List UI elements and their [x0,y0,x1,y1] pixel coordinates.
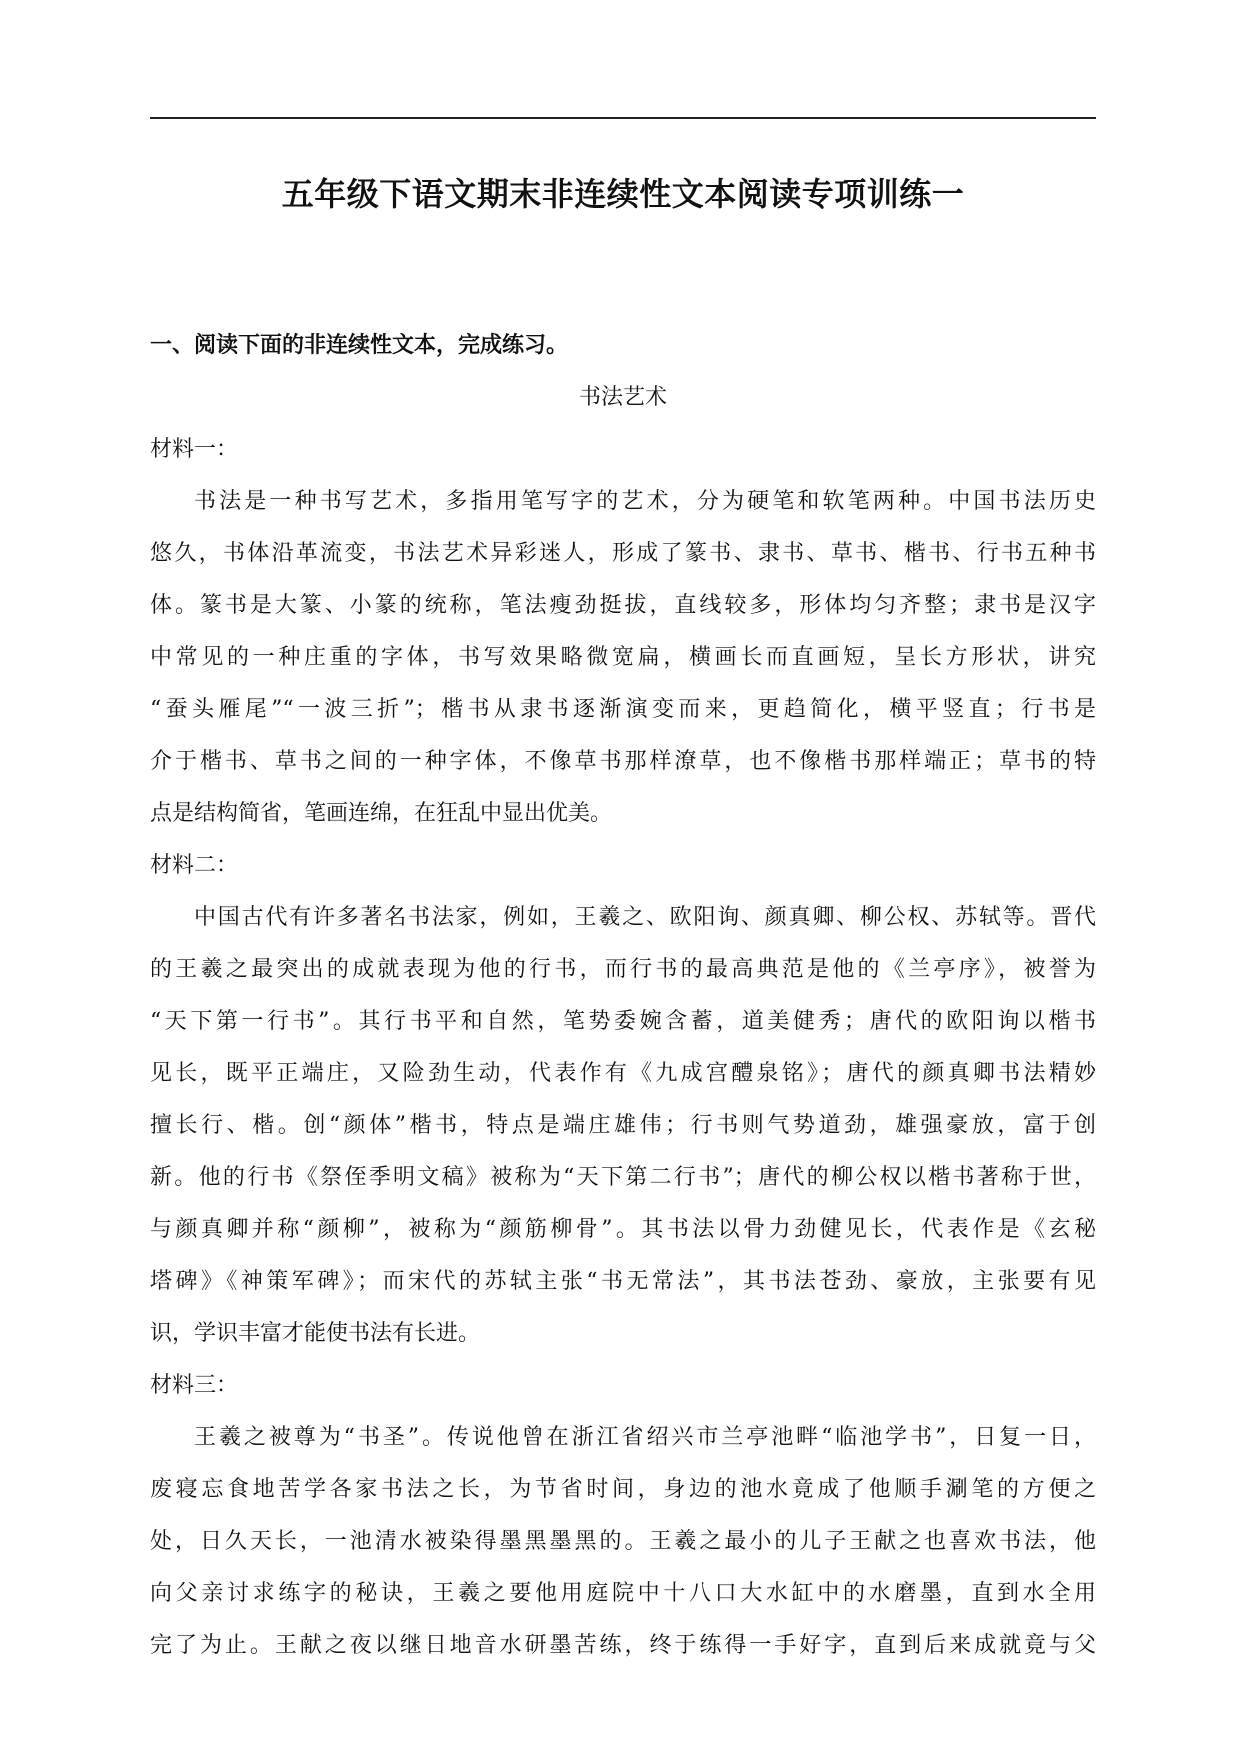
document-title: 五年级下语文期末非连续性文本阅读专项训练一 [281,175,965,213]
paragraph-line: 向父亲讨求练字的秘诀，王羲之要他用庭院中十八口大水缸中的水磨墨，直到水全用 [150,1581,1096,1606]
paragraph-line: 识，学识丰富才能使书法有长进。 [150,1321,481,1346]
paragraph-line: 王羲之被尊为“书圣”。传说他曾在浙江省绍兴市兰亭池畔“临池学书”，日复一日， [194,1425,1096,1450]
section-heading: 一、阅读下面的非连续性文本，完成练习。 [150,333,569,358]
paragraph-line: 见长，既平正端庄，又险劲生动，代表作有《九成宫醴泉铭》；唐代的颜真卿书法精妙 [150,1061,1096,1086]
material-label: 材料三： [150,1373,239,1398]
paragraph-line: 书法是一种书写艺术，多指用笔写字的艺术，分为硬笔和软笔两种。中国书法历史 [194,489,1096,514]
paragraph-line: 与颜真卿并称“颜柳”，被称为“颜筋柳骨”。其书法以骨力劲健见长，代表作是《玄秘 [150,1217,1096,1242]
paragraph-line: “天下第一行书”。其行书平和自然，笔势委婉含蓄，道美健秀；唐代的欧阳询以楷书 [150,1009,1096,1034]
paragraph-line: 废寝忘食地苦学各家书法之长，为节省时间，身边的池水竟成了他顺手涮笔的方便之 [150,1477,1096,1502]
paragraph-line: 处，日久天长，一池清水被染得墨黑墨黑的。王羲之最小的儿子王献之也喜欢书法，他 [150,1529,1096,1554]
document-body [150,320,1096,1672]
material-label: 材料一： [150,437,239,462]
paragraph-line: “蚕头雁尾”“一波三折”；楷书从隶书逐渐演变而来，更趋简化，横平竖直；行书是 [150,697,1096,722]
paragraph-line: 中常见的一种庄重的字体，书写效果略微宽扁，横画长而直画短，呈长方形状，讲究 [150,645,1096,670]
paragraph-line: 体。篆书是大篆、小篆的统称，笔法瘦劲挺拔，直线较多，形体均匀齐整；隶书是汉字 [150,593,1096,618]
paragraph-line: 塔碑》《神策军碑》；而宋代的苏轼主张“书无常法”，其书法苍劲、豪放，主张要有见 [150,1269,1096,1294]
material-label: 材料二： [150,853,239,878]
paragraph-line: 的王羲之最突出的成就表现为他的行书，而行书的最高典范是他的《兰亭序》，被誉为 [150,957,1096,982]
paragraph-line: 新。他的行书《祭侄季明文稿》被称为“天下第二行书”；唐代的柳公权以楷书著称于世， [150,1165,1096,1190]
paragraph-line: 擅长行、楷。创“颜体”楷书，特点是端庄雄伟；行书则气势道劲，雄强豪放，富于创 [150,1113,1096,1138]
paragraph-line: 悠久，书体沿革流变，书法艺术异彩迷人，形成了篆书、隶书、草书、楷书、行书五种书 [150,541,1096,566]
header-rule [150,117,1096,119]
paragraph-line: 完了为止。王献之夜以继日地音水研墨苦练，终于练得一手好字，直到后来成就竟与父 [150,1633,1096,1658]
paragraph-line: 介于楷书、草书之间的一种字体，不像草书那样潦草，也不像楷书那样端正；草书的特 [150,749,1096,774]
material-paragraph [150,892,1096,1360]
paragraph-line: 点是结构简省，笔画连绵，在狂乱中显出优美。 [150,801,613,826]
paragraph-line: 中国古代有许多著名书法家，例如，王羲之、欧阳询、颜真卿、柳公权、苏轼等。晋代 [194,905,1096,930]
material-paragraph [150,476,1096,840]
material-paragraph [150,1412,1096,1672]
article-title: 书法艺术 [578,385,667,410]
